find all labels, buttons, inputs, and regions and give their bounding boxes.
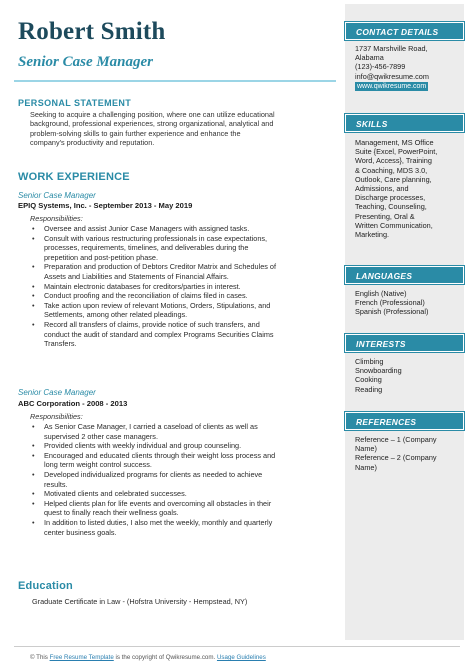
skills-line: Suite {Excel, PowerPoint, [355, 147, 438, 157]
resume-sidebar [345, 4, 464, 640]
responsibility-line: prepetition and post-petition phase. [44, 252, 158, 262]
language-item: English (Native) [355, 289, 407, 298]
responsibility-line: • In addition to listed duties, I also met the weekly, monthly and quarterly [44, 517, 273, 527]
skills-line: Management, MS Office [355, 138, 434, 147]
footer [30, 654, 266, 661]
responsibility-item [30, 518, 334, 537]
responsibilities-label: Responsibilities: [30, 214, 83, 223]
usage-guidelines-link[interactable]: Usage Guidelines [216, 654, 266, 661]
contact-details [355, 44, 461, 91]
responsibility-line: Settlements, among other related pleadings. [44, 310, 188, 320]
personal-statement-text [30, 110, 336, 147]
job-responsibilities-list [30, 224, 334, 349]
responsibility-item [30, 441, 334, 451]
personal-statement-heading: PERSONAL STATEMENT [18, 98, 132, 108]
statement-line: problem-solving skills to gain further experience and enhance the [30, 128, 241, 138]
skills-line: Written Communication, [355, 220, 433, 230]
skills-line: Discharge processes, [355, 193, 426, 203]
responsibility-line: • Motivated clients and celebrated successes. [44, 489, 187, 499]
interest-item: Snowboarding [355, 366, 402, 376]
job-responsibilities-list [30, 422, 334, 537]
reference-line: Reference – 1 (Company [355, 435, 437, 444]
responsibility-line: quest to finally reach their wellness goals. [44, 508, 179, 518]
interests-heading: INTERESTS [356, 339, 406, 349]
responsibility-item [30, 451, 334, 470]
contact-phone: (123)-456-7899 [355, 62, 406, 72]
responsibility-line: • Developed individualized programs for clients as needed to achieve [44, 469, 263, 479]
responsibility-line: • Encouraged and educated clients through their weight loss process and [44, 450, 276, 460]
language-item: French (Professional) [355, 298, 425, 308]
job-title: Senior Case Manager [18, 388, 96, 397]
references-list [355, 435, 461, 472]
interests-list [355, 357, 461, 394]
interests-heading-bar [345, 334, 464, 352]
education-entry: Graduate Certificate in Law - (Hofstra University - Hempstead, NY) [32, 597, 248, 606]
statement-line: background, professional experiences, strong organizational, analytical and [30, 119, 274, 129]
skills-heading-bar [345, 114, 464, 132]
responsibility-line: • As Senior Case Manager, I carried a caseload of clients as well as [44, 422, 258, 431]
responsibility-line: • Preparation and production of Debtors Creditor Matrix and Schedules of [44, 262, 277, 272]
responsibility-line: • Helped clients plan for life events and overcoming all obstacles in their [44, 498, 272, 508]
responsibility-line: conduct the audit of standard and complex Programs Securities Claims [44, 329, 274, 339]
references-heading: REFERENCES [356, 417, 417, 427]
statement-line: Seeking to acquire a challenging position, where one can utilize educational [30, 110, 275, 119]
responsibility-line: Assets and Liabilities and Statements of Financial Affairs. [44, 271, 229, 281]
skills-line: Marketing. [355, 230, 390, 240]
skills-line: & Coaching, MDS 3.0, [355, 165, 428, 175]
responsibility-item [30, 320, 334, 349]
languages-list [355, 289, 461, 317]
responsibility-item [30, 291, 334, 301]
responsibility-line: • Conduct proofing and the reconciliation of claims filed in cases. [44, 291, 248, 301]
reference-line: Reference – 2 (Company [355, 453, 437, 463]
footer-prefix: © This [30, 654, 50, 661]
company-line: EPIQ Systems, Inc. - September 2013 - May 2019 [18, 201, 193, 210]
responsibility-line: • Take action upon review of relevant Motions, Orders, Stipulations, and [44, 300, 271, 310]
skills-line: Admissions, and [355, 184, 409, 194]
skills-list [355, 138, 461, 239]
reference-line: Name) [355, 444, 377, 454]
company-line: ABC Corporation - 2008 - 2013 [18, 399, 128, 408]
responsibility-item [30, 224, 334, 234]
candidate-name: Robert Smith [18, 18, 166, 45]
responsibility-line: center business goals. [44, 527, 117, 537]
footer-middle: is the copyright of Qwikresume.com. [113, 654, 217, 661]
responsibility-item [30, 234, 334, 263]
responsibility-item [30, 499, 334, 518]
responsibility-line: supervised 2 other case managers. [44, 431, 158, 441]
language-item: Spanish (Professional) [355, 307, 429, 317]
contact-heading-bar [345, 22, 464, 40]
responsibility-line: processes, requirements, timelines, and deliverables during the [44, 243, 249, 253]
responsibility-line: • Provided clients with weekly individual and group counseling. [44, 441, 242, 451]
interest-item: Climbing [355, 357, 384, 366]
interest-item: Cooking [355, 375, 382, 385]
responsibility-item [30, 470, 334, 489]
responsibility-item [30, 262, 334, 281]
responsibility-item [30, 282, 334, 292]
skills-heading: SKILLS [356, 119, 388, 129]
statement-line: company's productivity and reputation. [30, 137, 155, 147]
contact-address: 1737 Marshville Road, [355, 44, 428, 53]
footer-divider [14, 646, 460, 647]
responsibility-item [30, 422, 334, 441]
references-heading-bar [345, 412, 464, 430]
languages-heading: LANGUAGES [356, 271, 413, 281]
header-divider [14, 80, 336, 82]
work-experience-heading: WORK EXPERIENCE [18, 171, 130, 183]
contact-website[interactable]: www.qwikresume.com [357, 82, 427, 90]
responsibility-line: • Maintain electronic databases for creditors/parties in interest. [44, 281, 241, 291]
reference-line: Name) [355, 462, 377, 472]
free-resume-template-link[interactable]: Free Resume Template [49, 654, 114, 661]
responsibility-line: results. [44, 479, 68, 489]
responsibility-line: • Oversee and assist Junior Case Managers with assigned tasks. [44, 224, 250, 233]
responsibility-item [30, 489, 334, 499]
job-title: Senior Case Manager [18, 191, 96, 200]
responsibility-item [30, 301, 334, 320]
contact-heading: CONTACT DETAILS [356, 27, 439, 37]
languages-heading-bar [345, 266, 464, 284]
responsibility-line: • Consult with various restructuring professionals in case expectations, [44, 233, 268, 243]
education-heading: Education [18, 580, 73, 592]
skills-line: Presenting, Oral & [355, 211, 415, 221]
interest-item: Reading [355, 384, 383, 394]
responsibility-line: Transfers. [44, 339, 77, 349]
responsibility-line: long term weight control success. [44, 460, 152, 470]
candidate-title: Senior Case Manager [18, 54, 154, 70]
contact-state: Alabama [355, 53, 384, 63]
skills-line: Outlook, Care planning, [355, 174, 432, 184]
skills-line: Teaching, Counseling, [355, 202, 427, 212]
skills-line: Word, Access}, Training [355, 156, 432, 166]
contact-email[interactable]: info@qwikresume.com [355, 71, 429, 81]
resume-main-column [14, 0, 336, 670]
responsibility-line: • Record all transfers of claims, provide notice of such transfers, and [44, 319, 260, 329]
responsibilities-label: Responsibilities: [30, 412, 83, 421]
